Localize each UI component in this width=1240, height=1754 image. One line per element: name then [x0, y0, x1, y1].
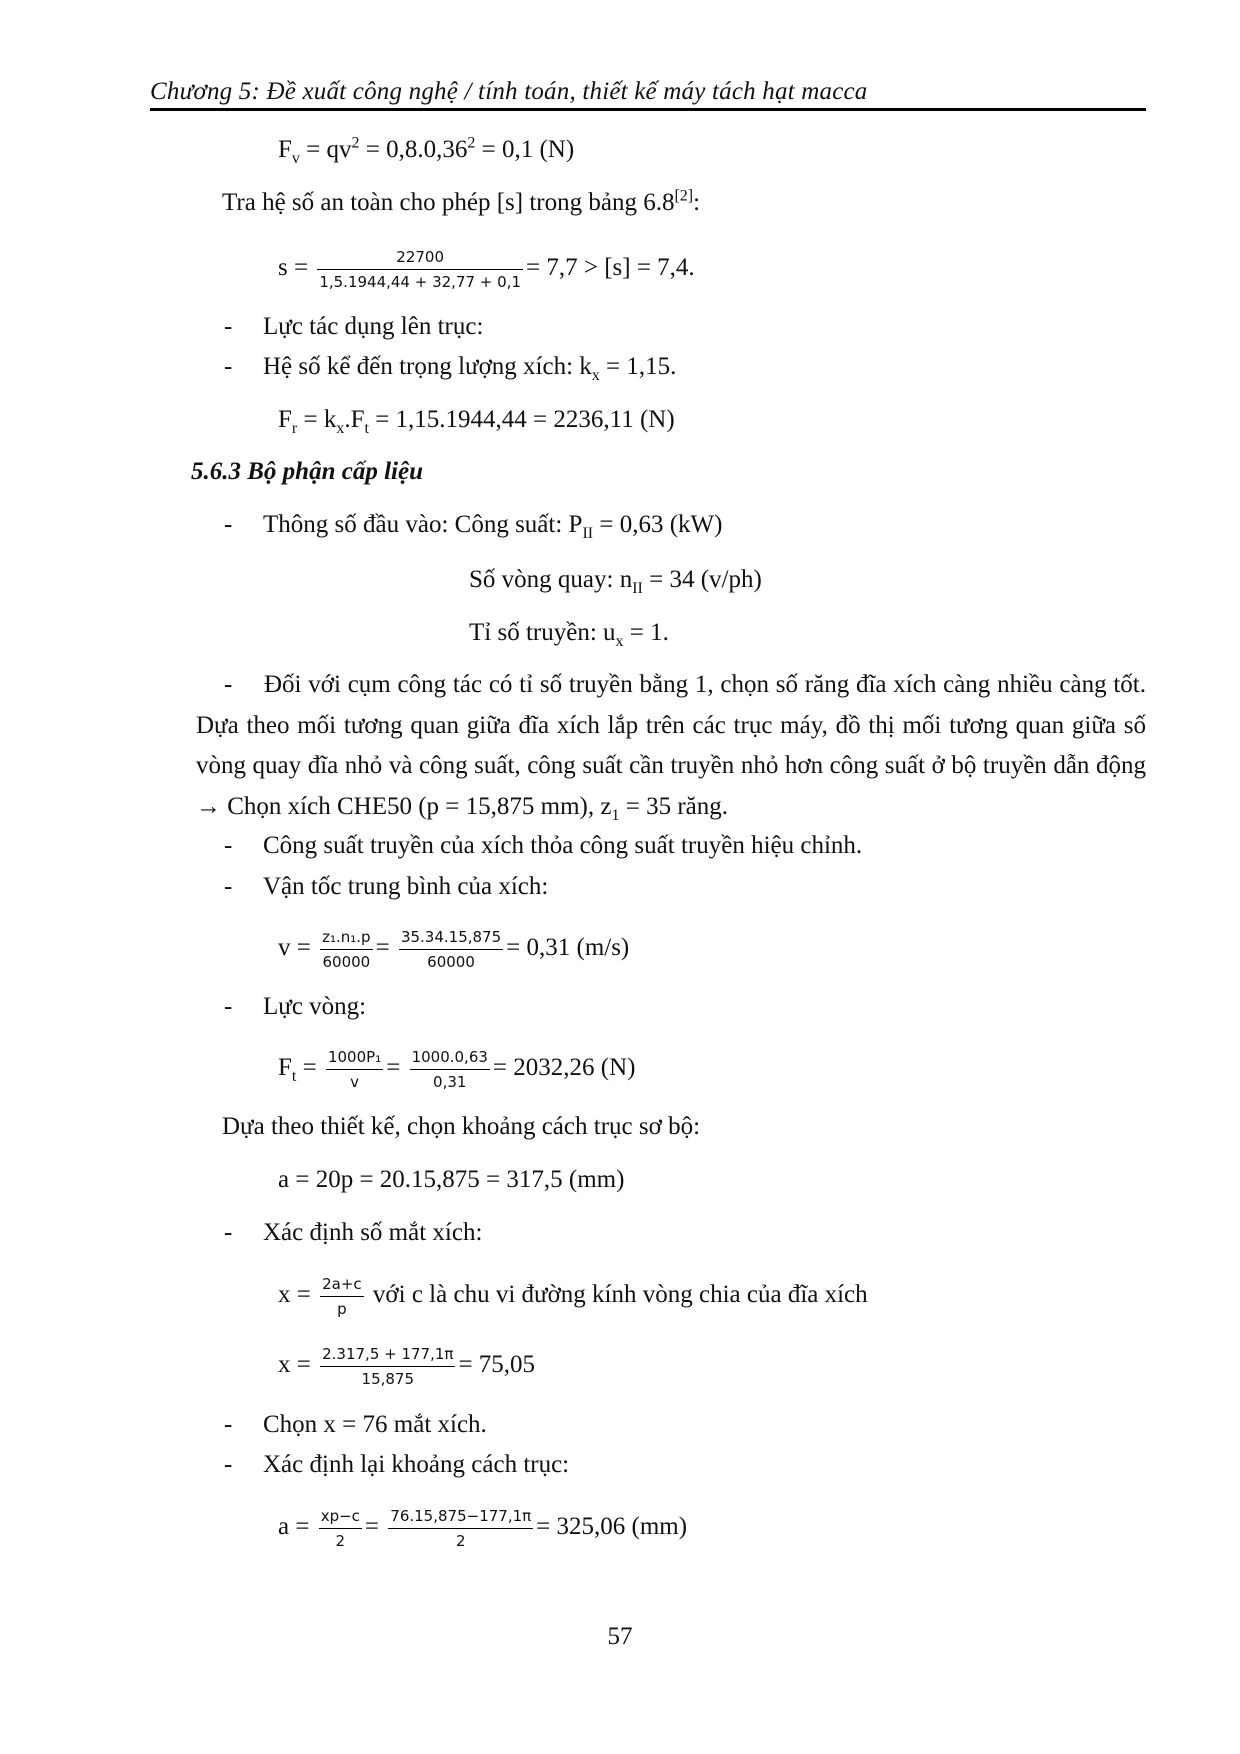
formula-x1: x = $\frac{2a+c}{p}$ với c là chu vi đường kính vòng chia của đĩa xích [278, 1275, 868, 1318]
text-van-toc: Vận tốc trung bình của xích: [263, 873, 549, 900]
bullet-dash: - [224, 993, 233, 1020]
bullet-dash: - [224, 1219, 233, 1246]
chapter-header: Chương 5: Đề xuất công nghệ / tính toán, thiết kế máy tách hạt macca [150, 78, 868, 105]
formula-a: a = 20p = 20.15,875 = 317,5 (mm) [278, 1166, 625, 1193]
page-number: 57 [607, 1623, 633, 1650]
text-tra-he-so: Tra hệ số an toàn cho phép [s] trong bảng 6.8[2]: [222, 187, 701, 216]
text-luc-vong: Lực vòng: [263, 993, 367, 1020]
formula-v: v = $\frac{\text{z₁.n₁.p}}{60000}$ = $\frac{35.34.15,875}{60000}$ = 0,31 (m/s) [278, 928, 630, 971]
bullet-dash: - [224, 873, 233, 900]
bullet-dash: - [224, 313, 233, 340]
text-so-vong-quay: Số vòng quay: $n_{II} = 34$ (v/ph) [469, 566, 762, 597]
formula-s: s = $\frac{22700}{1,5.1944,44 + 32,77 + 0,1}$ = 7,7 > [s] = 7,4. [278, 248, 695, 291]
bullet-dash: - [224, 511, 233, 538]
bullet-dash: - [224, 1411, 233, 1438]
text-luc-tac-dung: Lực tác dụng lên trục: [263, 313, 484, 340]
formula-fr: $F_r = k_x.F_t = 1,15.1944,44 = 2236,11$ (N) [278, 406, 675, 437]
text-he-so-ke: Hệ số kể đến trọng lượng xích: $k_x = 1,15$. [263, 353, 677, 384]
text-xac-dinh-so: Xác định số mắt xích: [263, 1219, 483, 1246]
text-chon-x: Chọn x = 76 mắt xích. [263, 1411, 487, 1438]
bullet-dash: - [224, 1451, 233, 1478]
text-cong-suat-truyen: Công suất truyền của xích thỏa công suất truyền hiệu chỉnh. [263, 832, 863, 859]
bullet-dash: - [224, 832, 233, 859]
formula-fv: $F_v = qv^2 = 0,8.0,36^2 = 0,1$ (N) [278, 134, 575, 167]
section-title: 5.6.3 Bộ phận cấp liệu [191, 458, 423, 485]
text-thong-so: Thông số đầu vào: Công suất: $P_{II} = 0,63$ (kW) [263, 511, 723, 542]
formula-ft: $F_t$ = $\frac{\text{1000P₁}}{v}$ = $\frac{1000.0,63}{0,31}$ = 2032,26 (N) [278, 1048, 636, 1091]
paragraph-chon-xich: Đối với cụm công tác có tỉ số truyền bằng 1, chọn số răng đĩa xích càng nhiều càng tốt. Dựa theo mối tương quan giữa đĩa xích lắp trên các trục máy, đồ thị mối tương quan giữa số vòng quay đĩa nhỏ và công suất, công suất cần truyền nhỏ hơn công suất ở bộ truyền dẫn động → Chọn xích CHE50 (p = 15,875 mm), $z_1 = 35$ răng. [196, 671, 1146, 824]
bullet-dash: - [224, 671, 233, 698]
header-rule [150, 108, 1146, 111]
bullet-dash: - [224, 353, 233, 380]
text-dua-theo: Dựa theo thiết kế, chọn khoảng cách trục sơ bộ: [222, 1113, 701, 1140]
formula-x2: x = $\frac{2.317,5 + 177,1\pi}{15,875}$ = 75,05 [278, 1345, 536, 1388]
text-ti-so-truyen: Tỉ số truyền: $u_x = 1$. [469, 619, 669, 650]
text-xac-dinh-lai: Xác định lại khoảng cách trục: [263, 1451, 570, 1478]
formula-a2: a = $\frac{xp-c}{2}$ = $\frac{76.15,875-177,1\pi}{2}$ = 325,06 (mm) [278, 1507, 688, 1550]
